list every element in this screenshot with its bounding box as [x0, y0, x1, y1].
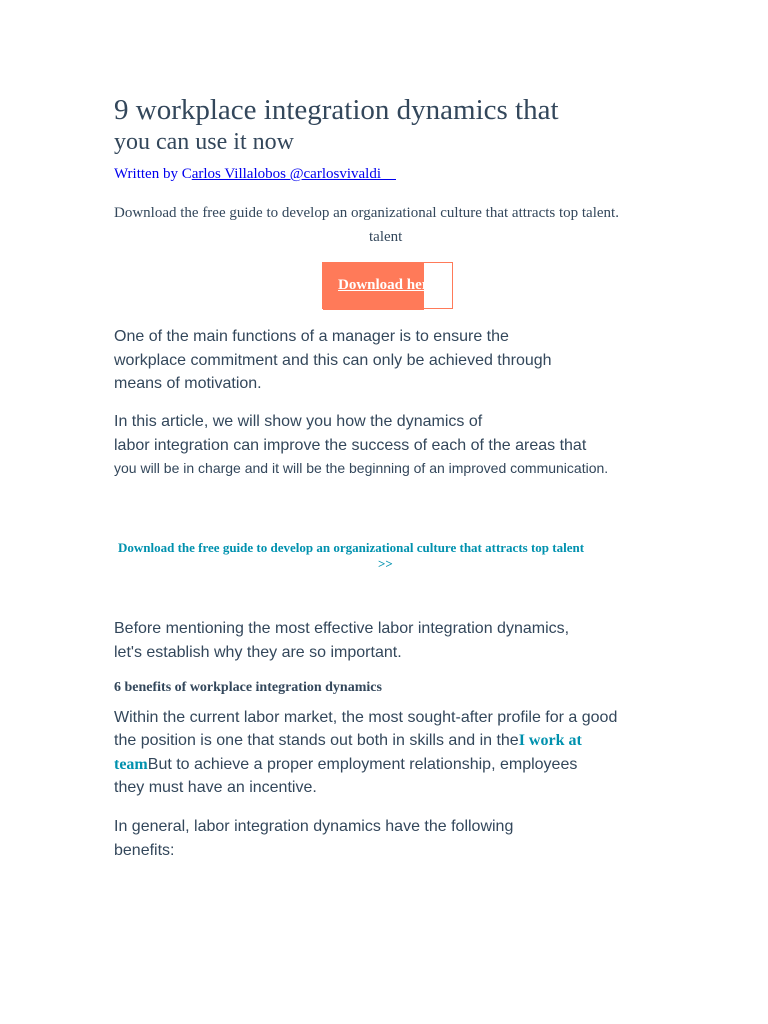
paragraph-line: you will be in charge and it will be the beginning of an improved communication. [114, 460, 609, 476]
paragraph-line: One of the main functions of a manager is to ensure the [114, 328, 509, 345]
guide-cta-arrows[interactable]: >> [378, 556, 393, 571]
teamwork-link[interactable]: I work at [518, 732, 582, 749]
paragraph-text: But to achieve a proper employment relationship, employees [147, 756, 578, 773]
author-link[interactable]: arlos Villalobos @carlosvivaldi [191, 166, 381, 182]
paragraph-line [114, 756, 577, 774]
guide-intro: Download the free guide to develop an organizational culture that attracts top talent. [114, 205, 619, 221]
download-button-fill [323, 263, 435, 310]
paragraph-line: they must have an incentive. [114, 779, 317, 796]
article-title-line-1: 9 workplace integration dynamics that [114, 94, 559, 126]
paragraph-line: labor integration can improve the success of each of the areas that [114, 437, 587, 454]
download-button-label: Download here [338, 277, 435, 293]
paragraph-line: In this article, we will show you how the dynamics of [114, 413, 483, 430]
teamwork-link-continued[interactable]: team [114, 756, 148, 773]
paragraph-text: the position is one that stands out both in skills and in the [114, 732, 519, 749]
guide-intro-overflow: talent [369, 229, 403, 245]
section-heading: 6 benefits of workplace integration dynamics [114, 680, 382, 695]
paragraph-line: benefits: [114, 842, 175, 859]
article-title-line-2: you can use it now [114, 129, 294, 155]
paragraph-line: means of motivation. [114, 375, 262, 392]
paragraph-line: Within the current labor market, the most sought-after profile for a good [114, 709, 618, 726]
download-button[interactable] [322, 262, 453, 309]
guide-cta-link[interactable]: Download the free guide to develop an organizational culture that attracts top talent [118, 540, 585, 555]
byline [114, 166, 396, 183]
byline-underline-tail [381, 166, 396, 182]
paragraph-line: Before mentioning the most effective labor integration dynamics, [114, 620, 570, 637]
byline-prefix: Written by C [114, 166, 192, 182]
paragraph-line: workplace commitment and this can only be achieved through [114, 352, 552, 369]
paragraph-line: In general, labor integration dynamics have the following [114, 818, 514, 835]
paragraph-line [114, 732, 582, 750]
paragraph-line: let's establish why they are so important. [114, 644, 402, 661]
